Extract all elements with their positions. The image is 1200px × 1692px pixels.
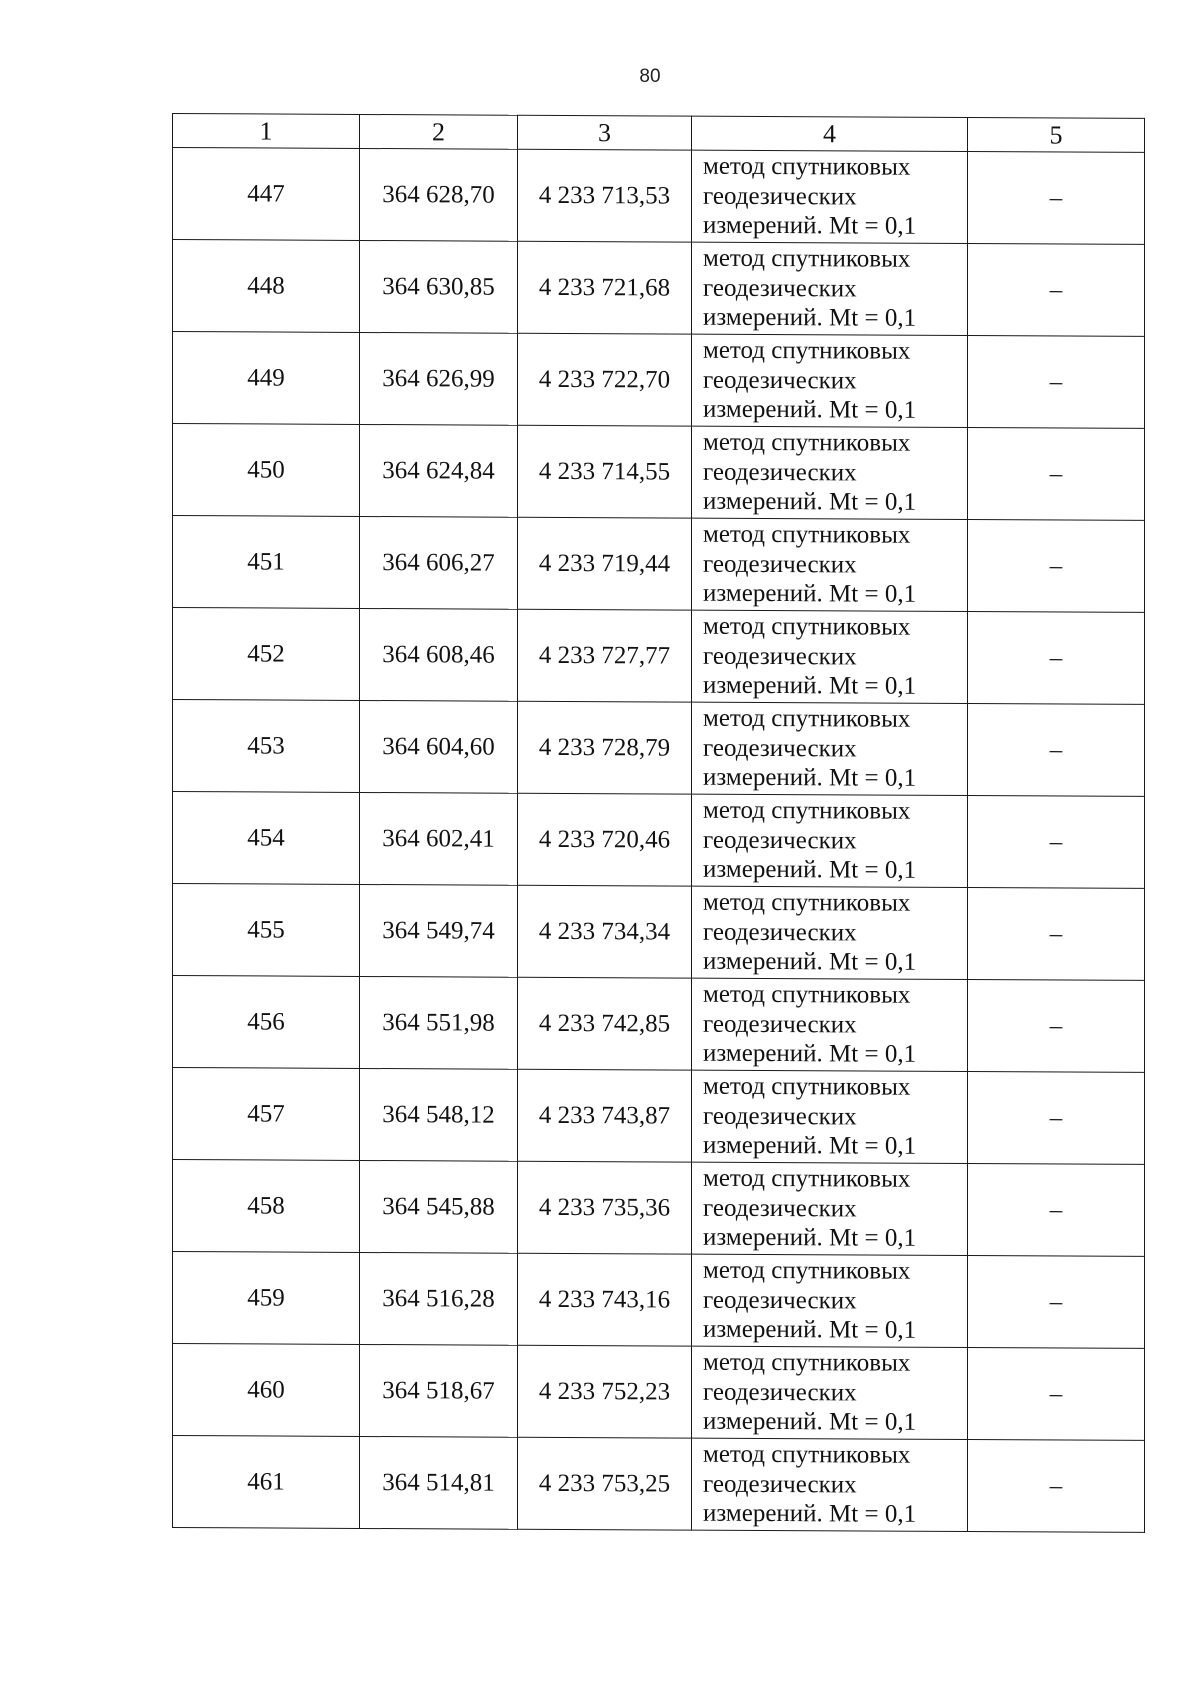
point-number-cell: 450 — [173, 424, 360, 517]
y-coordinate-cell: 4 233 713,53 — [518, 149, 692, 242]
x-coordinate-cell: 364 602,41 — [360, 792, 518, 885]
note-cell: – — [968, 1256, 1145, 1349]
note-cell: – — [968, 1348, 1145, 1441]
method-text-line: измерений. Mt = 0,1 — [703, 671, 917, 701]
point-number-cell: 447 — [173, 148, 360, 241]
method-text-line: геодезических — [703, 1194, 857, 1223]
method-text-line: геодезических — [703, 642, 857, 671]
method-text-line: измерений. Mt = 0,1 — [703, 395, 917, 425]
method-text-line: метод спутниковых — [703, 520, 911, 549]
note-cell: – — [968, 704, 1145, 797]
y-coordinate-cell: 4 233 719,44 — [518, 517, 692, 610]
method-text-line: измерений. Mt = 0,1 — [703, 1499, 917, 1529]
note-cell: – — [968, 796, 1145, 889]
y-coordinate-cell: 4 233 743,16 — [518, 1253, 692, 1346]
x-coordinate-cell: 364 626,99 — [360, 332, 518, 425]
x-coordinate-cell: 364 624,84 — [360, 424, 518, 517]
x-coordinate-cell: 364 518,67 — [360, 1344, 518, 1437]
y-coordinate-cell: 4 233 721,68 — [518, 241, 692, 334]
method-text-line: измерений. Mt = 0,1 — [703, 1223, 917, 1253]
y-coordinate-cell: 4 233 734,34 — [518, 885, 692, 978]
method-text-line: измерений. Mt = 0,1 — [703, 1039, 917, 1069]
column-header-3: 3 — [518, 115, 692, 150]
table-header-row — [173, 114, 1145, 153]
note-cell: – — [968, 1440, 1145, 1533]
method-text-line: геодезических — [703, 182, 857, 211]
method-text-line: геодезических — [703, 918, 857, 947]
method-text-line: геодезических — [703, 826, 857, 855]
column-header-5: 5 — [968, 118, 1145, 153]
y-coordinate-cell: 4 233 728,79 — [518, 701, 692, 794]
method-cell — [692, 242, 968, 335]
y-coordinate-cell: 4 233 722,70 — [518, 333, 692, 426]
note-cell: – — [968, 244, 1145, 337]
method-text-line: геодезических — [703, 1010, 857, 1039]
method-text-line: метод спутниковых — [703, 428, 911, 457]
note-cell: – — [968, 152, 1145, 245]
point-number-cell: 452 — [173, 608, 360, 701]
x-coordinate-cell: 364 604,60 — [360, 700, 518, 793]
table-row — [173, 332, 1145, 429]
method-cell — [692, 978, 968, 1071]
note-cell: – — [968, 888, 1145, 981]
method-cell — [692, 886, 968, 979]
method-text-line: измерений. Mt = 0,1 — [703, 579, 917, 609]
method-text-line: метод спутниковых — [703, 1164, 911, 1193]
method-text-line: геодезических — [703, 274, 857, 303]
x-coordinate-cell: 364 545,88 — [360, 1160, 518, 1253]
method-text-line: измерений. Mt = 0,1 — [703, 211, 917, 241]
table-row — [173, 424, 1145, 521]
x-coordinate-cell: 364 514,81 — [360, 1436, 518, 1529]
note-cell: – — [968, 428, 1145, 521]
method-text-line: геодезических — [703, 1286, 857, 1315]
x-coordinate-cell: 364 548,12 — [360, 1068, 518, 1161]
point-number-cell: 461 — [173, 1436, 360, 1529]
method-cell — [692, 1438, 968, 1531]
table-row — [173, 608, 1145, 705]
method-text-line: измерений. Mt = 0,1 — [703, 487, 917, 517]
table-row — [173, 884, 1145, 981]
y-coordinate-cell: 4 233 727,77 — [518, 609, 692, 702]
method-text-line: геодезических — [703, 1470, 857, 1499]
point-number-cell: 449 — [173, 332, 360, 425]
point-number-cell: 451 — [173, 516, 360, 609]
y-coordinate-cell: 4 233 714,55 — [518, 425, 692, 518]
table-row — [173, 516, 1145, 613]
x-coordinate-cell: 364 516,28 — [360, 1252, 518, 1345]
note-cell: – — [968, 612, 1145, 705]
note-cell: – — [968, 520, 1145, 613]
point-number-cell: 448 — [173, 240, 360, 333]
method-text-line: измерений. Mt = 0,1 — [703, 763, 917, 793]
method-text-line: измерений. Mt = 0,1 — [703, 1131, 917, 1161]
method-text-line: метод спутниковых — [703, 336, 911, 365]
point-number-cell: 453 — [173, 700, 360, 793]
table-row — [173, 1252, 1145, 1349]
method-text-line: метод спутниковых — [703, 1256, 911, 1285]
x-coordinate-cell: 364 628,70 — [360, 148, 518, 241]
method-text-line: метод спутниковых — [703, 1348, 911, 1377]
point-number-cell: 454 — [173, 792, 360, 885]
page-number: 80 — [639, 66, 661, 87]
table-row — [173, 1344, 1145, 1441]
table-body — [173, 148, 1145, 1533]
table-row — [173, 148, 1145, 245]
method-cell — [692, 1162, 968, 1255]
method-text-line: геодезических — [703, 1378, 857, 1407]
method-cell — [692, 610, 968, 703]
method-cell — [692, 1070, 968, 1163]
method-text-line: измерений. Mt = 0,1 — [703, 855, 917, 885]
x-coordinate-cell: 364 608,46 — [360, 608, 518, 701]
table-row — [173, 792, 1145, 889]
method-text-line: измерений. Mt = 0,1 — [703, 947, 917, 977]
y-coordinate-cell: 4 233 752,23 — [518, 1345, 692, 1438]
table-row — [173, 1436, 1145, 1533]
method-text-line: метод спутниковых — [703, 152, 911, 181]
method-text-line: геодезических — [703, 1102, 857, 1131]
method-text-line: геодезических — [703, 366, 857, 395]
method-text-line: метод спутниковых — [703, 244, 911, 273]
x-coordinate-cell: 364 606,27 — [360, 516, 518, 609]
y-coordinate-cell: 4 233 753,25 — [518, 1437, 692, 1530]
method-text-line: метод спутниковых — [703, 1440, 911, 1469]
method-text-line: метод спутниковых — [703, 980, 911, 1009]
note-cell: – — [968, 980, 1145, 1073]
column-header-4: 4 — [692, 116, 968, 151]
coordinates-table — [172, 113, 1145, 1533]
method-cell — [692, 702, 968, 795]
x-coordinate-cell: 364 630,85 — [360, 240, 518, 333]
method-text-line: измерений. Mt = 0,1 — [703, 1407, 917, 1437]
method-text-line: метод спутниковых — [703, 1072, 911, 1101]
method-cell — [692, 518, 968, 611]
method-text-line: метод спутниковых — [703, 612, 911, 641]
method-text-line: метод спутниковых — [703, 704, 911, 733]
column-header-1: 1 — [173, 114, 360, 149]
method-text-line: геодезических — [703, 458, 857, 487]
point-number-cell: 455 — [173, 884, 360, 977]
point-number-cell: 460 — [173, 1344, 360, 1437]
y-coordinate-cell: 4 233 743,87 — [518, 1069, 692, 1162]
method-text-line: измерений. Mt = 0,1 — [703, 1315, 917, 1345]
method-text-line: геодезических — [703, 550, 857, 579]
table-row — [173, 240, 1145, 337]
method-cell — [692, 794, 968, 887]
method-cell — [692, 150, 968, 243]
y-coordinate-cell: 4 233 742,85 — [518, 977, 692, 1070]
table-row — [173, 1160, 1145, 1257]
method-text-line: метод спутниковых — [703, 888, 911, 917]
note-cell: – — [968, 336, 1145, 429]
table-row — [173, 700, 1145, 797]
method-text-line: измерений. Mt = 0,1 — [703, 303, 917, 333]
method-cell — [692, 426, 968, 519]
column-header-2: 2 — [360, 114, 518, 149]
method-cell — [692, 1346, 968, 1439]
method-text-line: геодезических — [703, 734, 857, 763]
point-number-cell: 459 — [173, 1252, 360, 1345]
method-cell — [692, 334, 968, 427]
note-cell: – — [968, 1164, 1145, 1257]
table-row — [173, 976, 1145, 1073]
method-cell — [692, 1254, 968, 1347]
point-number-cell: 458 — [173, 1160, 360, 1253]
table-row — [173, 1068, 1145, 1165]
y-coordinate-cell: 4 233 735,36 — [518, 1161, 692, 1254]
point-number-cell: 456 — [173, 976, 360, 1069]
y-coordinate-cell: 4 233 720,46 — [518, 793, 692, 886]
note-cell: – — [968, 1072, 1145, 1165]
x-coordinate-cell: 364 549,74 — [360, 884, 518, 977]
method-text-line: метод спутниковых — [703, 796, 911, 825]
point-number-cell: 457 — [173, 1068, 360, 1161]
x-coordinate-cell: 364 551,98 — [360, 976, 518, 1069]
